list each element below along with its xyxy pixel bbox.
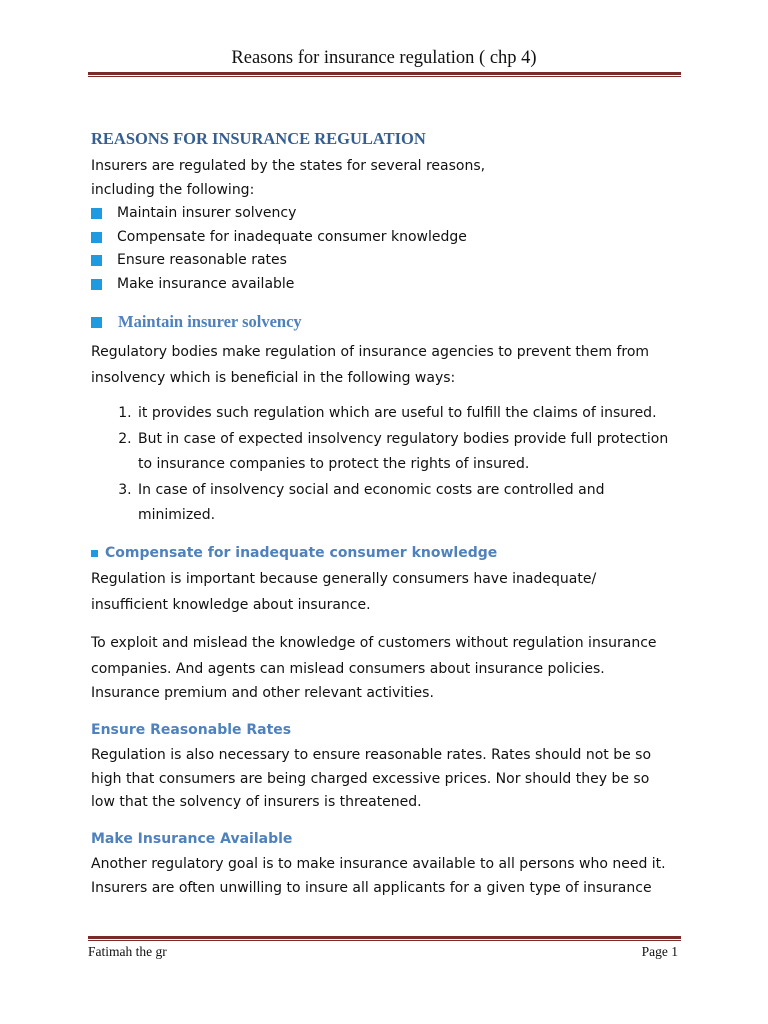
knowledge-para2-line-2: companies. And agents can mislead consumers about insurance policies. [91,660,605,677]
page-number: Page 1 [641,944,678,959]
solvency-heading [91,310,686,334]
available-line-1: Another regulatory goal is to make insurance available to all persons who need it. [91,856,666,872]
footer-author: Fatimah the gr [88,944,167,959]
page-footer [88,944,678,960]
square-bullet-icon [91,550,98,557]
reason-label: Ensure reasonable rates [117,252,287,268]
rates-heading: Ensure Reasonable Rates [91,721,292,738]
footer-rule [88,936,681,941]
square-bullet-icon [91,279,102,290]
available-heading: Make Insurance Available [91,830,293,847]
list-item: 2. But in case of expected insolvency regulatory bodies provide full protection to insurance companies to protect the rights of insured. [136,427,686,478]
solvency-heading-text: Maintain insurer solvency [118,312,302,331]
solvency-para-line-2: insolvency which is beneficial in the following ways: [91,369,456,386]
rates-line-3: low that the solvency of insurers is threatened. [91,794,422,810]
rates-line-2: high that consumers are being charged excessive prices. Nor should they be so [91,770,650,787]
reason-label: Maintain insurer solvency [117,205,297,221]
section-title: REASONS FOR INSURANCE REGULATION [91,129,426,148]
solvency-para-line-1: Regulatory bodies make regulation of insurance agencies to prevent them from [91,344,650,360]
page-content [91,127,686,900]
list-item [91,249,686,273]
list-item [91,226,686,250]
list-item [91,273,686,297]
intro-line-2: including the following: [91,181,255,198]
knowledge-para1-line-2: insufficient knowledge about insurance. [91,596,371,613]
list-item [91,202,686,226]
square-bullet-icon [91,255,102,266]
square-bullet-icon [91,232,102,243]
knowledge-para2-line-1: To exploit and mislead the knowledge of customers without regulation insurance [91,635,657,651]
knowledge-para1-line-1: Regulation is important because generally consumers have inadequate/ [91,571,597,587]
knowledge-heading [91,542,686,566]
knowledge-heading-text: Compensate for inadequate consumer knowledge [105,544,498,561]
rates-line-1: Regulation is also necessary to ensure reasonable rates. Rates should not be so [91,747,652,763]
reasons-list [91,202,686,296]
header-rule [88,72,681,77]
intro-line-1: Insurers are regulated by the states for several reasons, [91,158,486,174]
spacer [91,618,686,631]
available-line-2: Insurers are often unwilling to insure all applicants for a given type of insurance [91,879,652,896]
list-item: 1. it provides such regulation which are useful to fulfill the claims of insured. [136,401,686,427]
list-item: 3. In case of insolvency social and economic costs are controlled and minimized. [136,478,686,529]
knowledge-para2-line-3: Insurance premium and other relevant activities. [91,685,434,701]
square-bullet-icon [91,317,102,328]
reason-label: Compensate for inadequate consumer knowledge [117,228,467,245]
reason-label: Make insurance available [117,275,295,292]
page-header-title: Reasons for insurance regulation ( chp 4) [231,48,537,68]
square-bullet-icon [91,208,102,219]
solvency-points [91,401,686,529]
